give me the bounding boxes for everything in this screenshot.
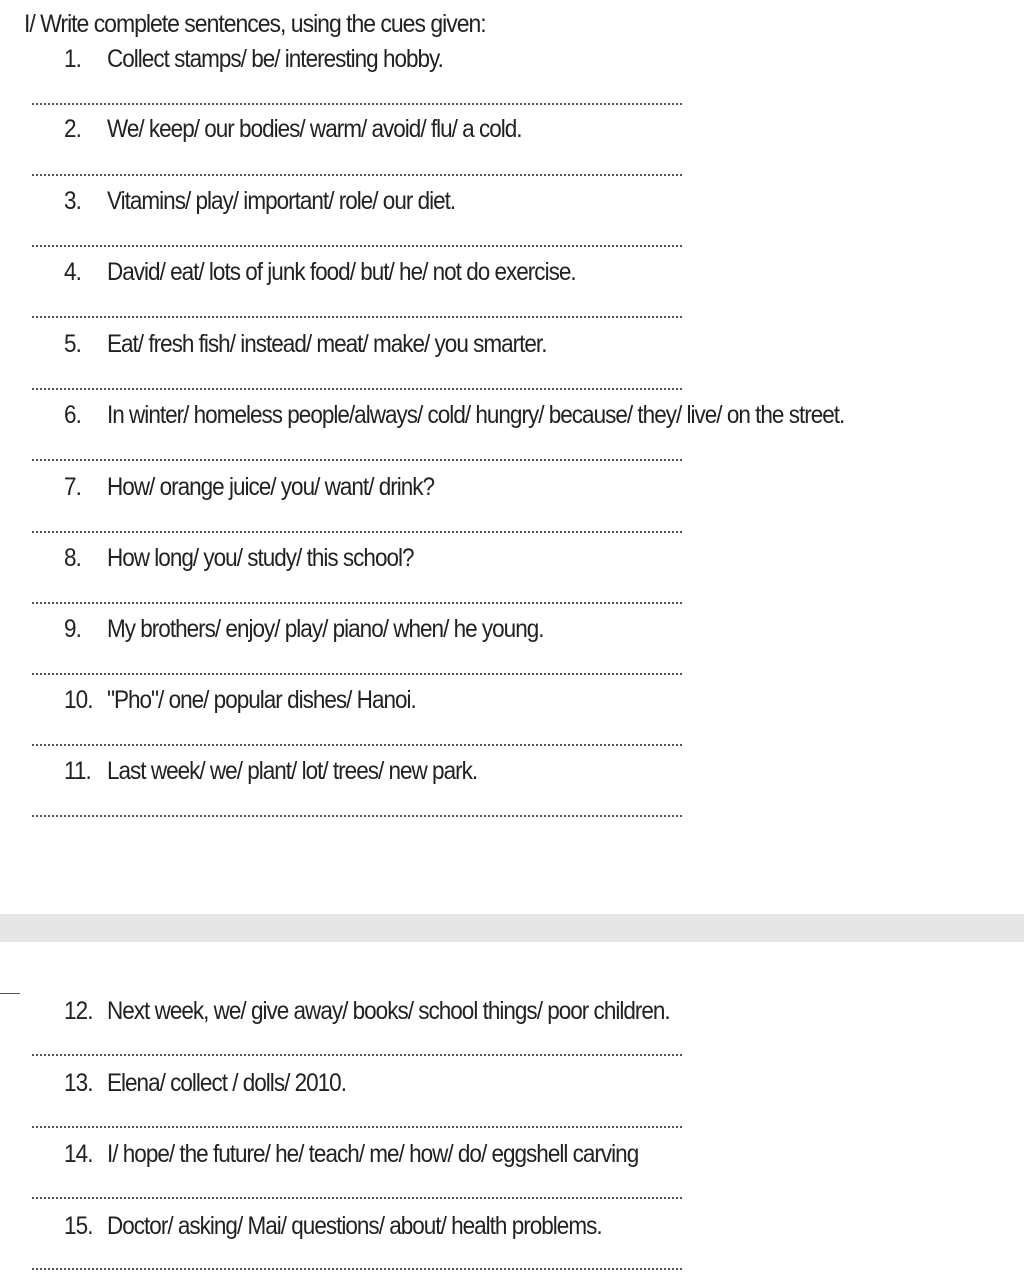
exercise-item-13 [0,1069,1024,1129]
item-number: 9. [64,615,81,643]
item-number: 12. [64,997,93,1025]
item-cue: We/ keep/ our bodies/ warm/ avoid/ flu/ a cold. [107,115,522,143]
exercise-item-1 [0,45,1024,105]
item-cue: Elena/ collect / dolls/ 2010. [107,1069,346,1097]
item-cue: Eat/ fresh fish/ instead/ meat/ make/ you smarter. [107,330,547,358]
worksheet-page-2 [0,942,1024,1280]
item-number: 2. [64,115,81,143]
answer-line[interactable] [32,103,682,105]
item-number: 5. [64,330,81,358]
exercise-item-8 [0,544,1024,604]
answer-line[interactable] [32,1126,682,1128]
exercise-item-5 [0,330,1024,390]
exercise-item-10 [0,686,1024,746]
exercise-heading: I/ Write complete sentences, using the cues given: [24,10,486,38]
item-cue: Doctor/ asking/ Mai/ questions/ about/ health problems. [107,1212,602,1240]
page-edge-mark [0,993,20,994]
page-break [0,914,1024,942]
item-number: 11. [64,757,91,785]
answer-line[interactable] [32,815,682,817]
item-cue: Next week, we/ give away/ books/ school things/ poor children. [107,997,670,1025]
item-cue: David/ eat/ lots of junk food/ but/ he/ not do exercise. [107,258,576,286]
exercise-item-6 [0,401,1024,461]
item-cue: In winter/ homeless people/always/ cold/ hungry/ because/ they/ live/ on the street. [107,401,845,429]
answer-line[interactable] [32,602,682,604]
exercise-item-4 [0,258,1024,318]
exercise-item-2 [0,115,1024,175]
item-number: 1. [64,45,81,73]
item-cue: My brothers/ enjoy/ play/ piano/ when/ he young. [107,615,544,643]
answer-line[interactable] [32,459,682,461]
item-cue: How long/ you/ study/ this school? [107,544,414,572]
answer-line[interactable] [32,531,682,533]
answer-line[interactable] [32,174,682,176]
answer-line[interactable] [32,316,682,318]
item-number: 14. [64,1140,93,1168]
answer-line[interactable] [32,744,682,746]
answer-line[interactable] [32,1197,682,1199]
item-cue: "Pho"/ one/ popular dishes/ Hanoi. [107,686,416,714]
exercise-item-15 [0,1212,1024,1272]
item-number: 7. [64,473,81,501]
item-number: 15. [64,1212,93,1240]
item-number: 3. [64,187,81,215]
item-cue: I/ hope/ the future/ he/ teach/ me/ how/ do/ eggshell carving [107,1140,639,1168]
item-cue: Last week/ we/ plant/ lot/ trees/ new park. [107,757,478,785]
item-number: 8. [64,544,81,572]
exercise-item-7 [0,473,1024,533]
answer-line[interactable] [32,1054,682,1056]
answer-line[interactable] [32,388,682,390]
item-number: 6. [64,401,81,429]
exercise-item-9 [0,615,1024,675]
item-cue: Collect stamps/ be/ interesting hobby. [107,45,443,73]
exercise-item-3 [0,187,1024,247]
item-cue: Vitamins/ play/ important/ role/ our diet. [107,187,456,215]
item-number: 10. [64,686,93,714]
item-cue: How/ orange juice/ you/ want/ drink? [107,473,435,501]
item-number: 4. [64,258,81,286]
exercise-item-11 [0,757,1024,817]
item-number: 13. [64,1069,93,1097]
answer-line[interactable] [32,1268,682,1270]
exercise-item-12 [0,997,1024,1057]
answer-line[interactable] [32,673,682,675]
exercise-item-14 [0,1140,1024,1200]
answer-line[interactable] [32,245,682,247]
